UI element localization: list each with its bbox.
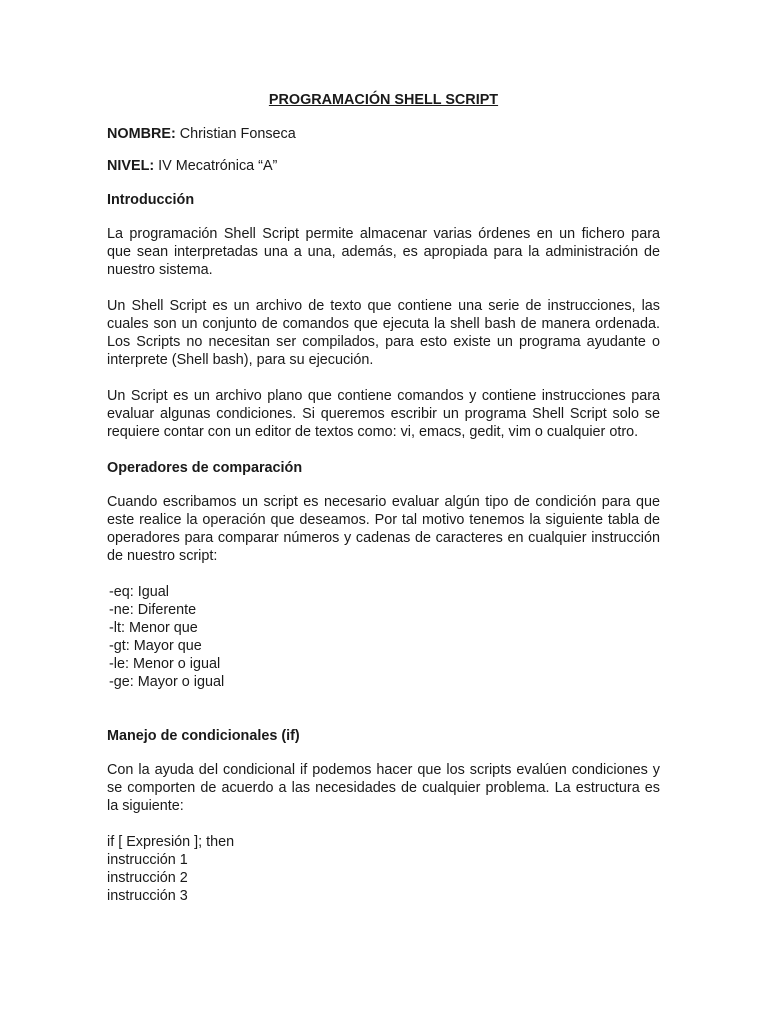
code-line: instrucción 1 [107, 852, 188, 868]
document-page [107, 91, 660, 905]
intro-paragraph-2: Un Shell Script es un archivo de texto que contiene una serie de instrucciones, las cuales son un conjunto de comandos que ejecuta la shell bash de manera ordenada. Los Scripts no necesitan ser compilados, para esto existe un programa ayudante o interprete (Shell bash), para su ejecución. [107, 298, 660, 368]
code-line: instrucción 2 [107, 870, 188, 886]
operators-heading: Operadores de comparación [107, 460, 303, 476]
if-paragraph: Con la ayuda del condicional if podemos hacer que los scripts evalúen condiciones y se comporten de acuerdo a las necesidades de cualquier problema. La estructura es la siguiente: [107, 762, 660, 814]
if-code-block [107, 833, 660, 905]
operator-item: -le: Menor o igual [109, 656, 221, 672]
intro-paragraph-3: Un Script es un archivo plano que contiene comandos y contiene instrucciones para evaluar algunas condiciones. Si queremos escribir un programa Shell Script solo se requiere contar con un editor de textos como: vi, emacs, gedit, vim o cualquier otro. [107, 388, 660, 440]
operator-item: -lt: Menor que [109, 620, 198, 636]
operators-list [109, 583, 660, 691]
nivel-field [107, 157, 660, 175]
document-title: PROGRAMACIÓN SHELL SCRIPT [268, 92, 499, 108]
code-line: if [ Expresión ]; then [107, 834, 235, 850]
intro-heading: Introducción [107, 192, 195, 208]
operators-paragraph: Cuando escribamos un script es necesario evaluar algún tipo de condición para que este realice la operación que deseamos. Por tal motivo tenemos la siguiente tabla de operadores para comparar números y cadenas de caracteres en cualquier instrucción de nuestro script: [107, 494, 660, 564]
nombre-value: Christian Fonseca [175, 126, 296, 142]
if-heading: Manejo de condicionales (if) [107, 728, 300, 744]
operator-item: -eq: Igual [109, 584, 170, 600]
code-line: instrucción 3 [107, 888, 188, 904]
nombre-field [107, 125, 660, 143]
nivel-value: IV Mecatrónica “A” [154, 158, 278, 174]
operator-item: -gt: Mayor que [109, 638, 202, 654]
operator-item: -ge: Mayor o igual [109, 674, 225, 690]
nombre-label: NOMBRE: [107, 126, 176, 142]
nivel-label: NIVEL: [107, 158, 155, 174]
operator-item: -ne: Diferente [109, 602, 197, 618]
intro-paragraph-1: La programación Shell Script permite almacenar varias órdenes en un fichero para que sean interpretadas una a una, además, es apropiada para la administración de nuestro sistema. [107, 226, 660, 278]
